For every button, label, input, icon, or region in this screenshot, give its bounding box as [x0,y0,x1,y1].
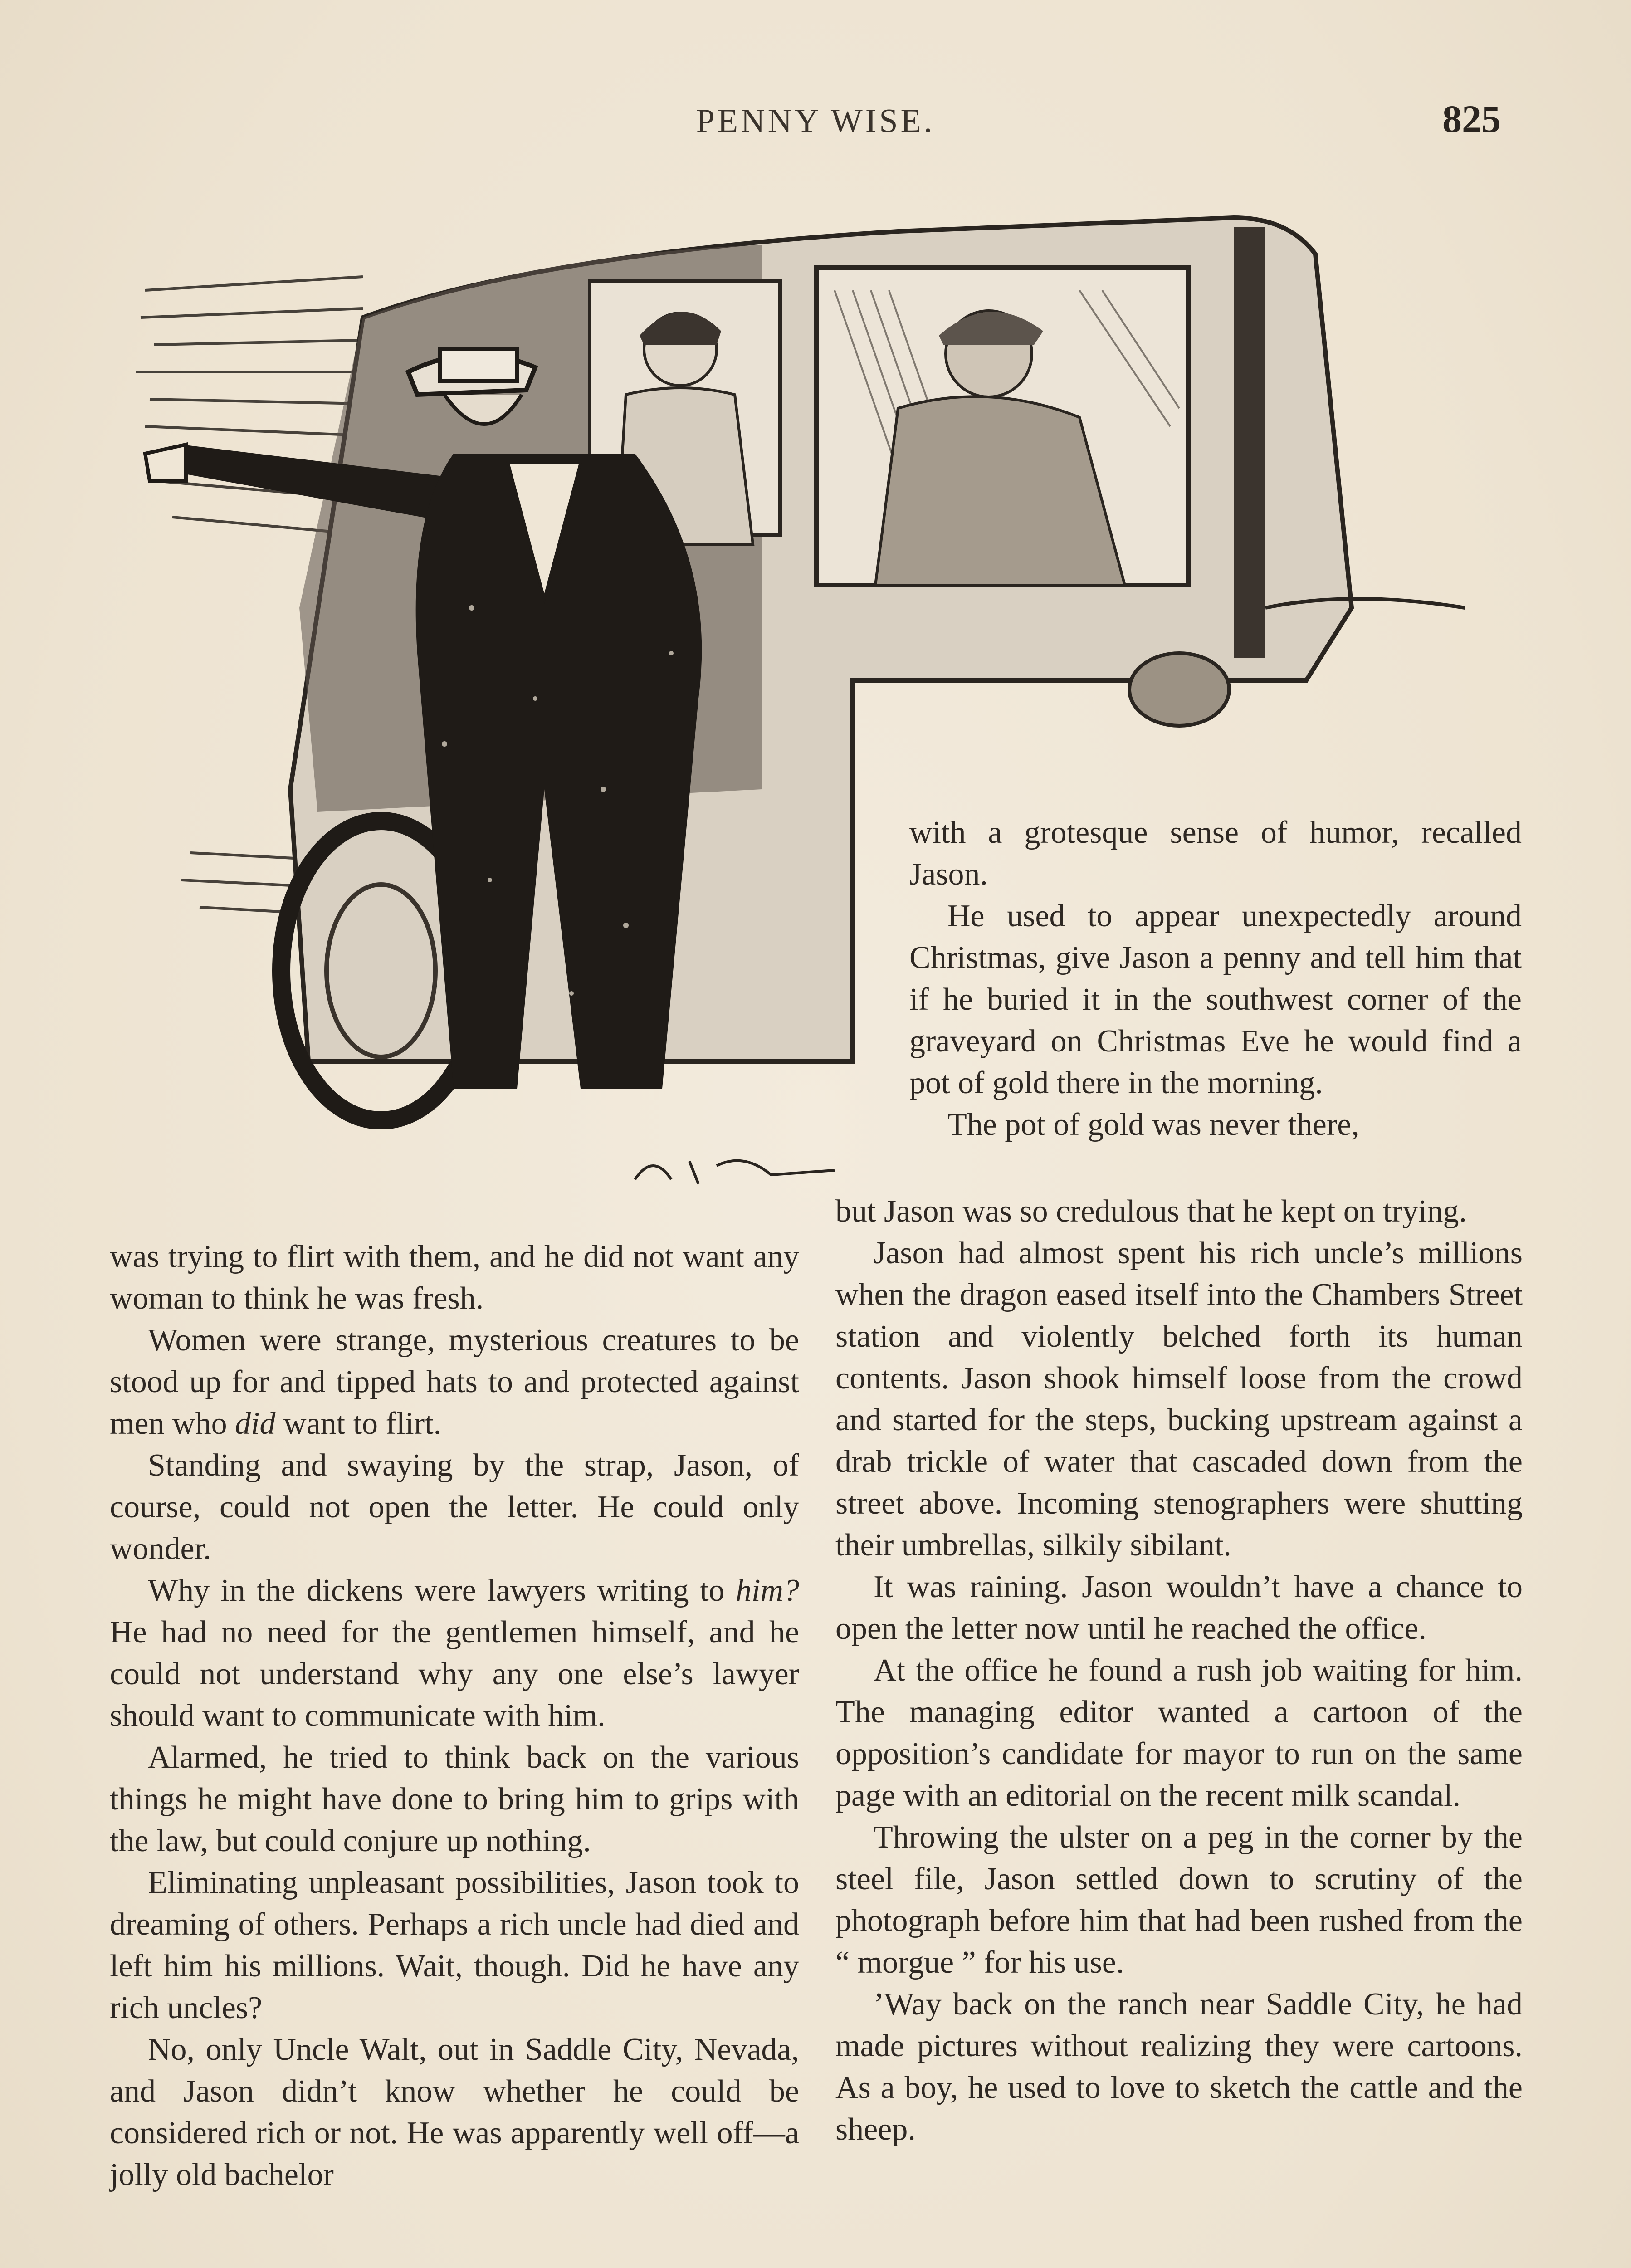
text-column-right-top [909,812,1522,1146]
running-head: PENNY WISE. [696,103,935,140]
page-number: 825 [1442,97,1501,141]
paragraph: ’Way back on the ranch near Saddle City, he had made pictures without realizing they were cartoons. As a boy, he used to love to sketch the cattle and the sheep. [835,1987,1523,2147]
paragraph: Jason had almost spent his rich uncle’s millions when the dragon eased itself into the Chambers Street station and violently belched forth its human contents. Jason shook himself loose from the crowd and started for the steps, bucking upstream against a drab trickle of water that cascaded down from the street above. Incoming stenographers were shutting their umbrellas, silkily sibilant. [835,1236,1523,1563]
paragraph: At the office he found a rush job waiting for him. The managing editor wanted a cartoon of the opposition’s candidate for mayor to run on the same page with an editorial on the recent milk scandal. [835,1653,1523,1813]
paragraph: No, only Uncle Walt, out in Saddle City, Nevada, and Jason didn’t know whether he could be considered rich or not. He was apparently well off—a jolly old bachelor [110,2032,799,2192]
text-column-right [835,1191,1523,2151]
emphasis-text: did [235,1406,276,1441]
paragraph: Standing and swaying by the strap, Jason, of course, could not open the letter. He could only wonder. [110,1448,799,1566]
paragraph: The pot of gold was never there, [947,1107,1359,1142]
text-run: He had no need for the gentlemen himself, and he could not understand why any one else’s lawyer should want to communicate with him. [110,1615,799,1733]
paragraph: Eliminating unpleasant possibilities, Jason took to dreaming of others. Perhaps a rich uncle had died and left him his millions. Wait, though. Did he have any rich uncles? [110,1865,799,2025]
text-run: Why in the dickens were lawyers writing to [148,1573,736,1608]
paragraph: Alarmed, he tried to think back on the various things he might have done to bring him to grips with the law, but could conjure up nothing. [110,1740,799,1858]
paragraph: Throwing the ulster on a peg in the corner by the steel file, Jason settled down to scrutiny of the photograph before him that had been rushed from the “ morgue ” for his use. [835,1820,1523,1980]
text-run: Women were strange, mysterious creatures to be stood up for and tipped hats to and protected against men who [110,1323,799,1441]
paragraph [110,1570,799,1737]
paragraph: He used to appear unexpectedly around Christmas, give Jason a penny and tell him that if he buried it in the southwest corner of the graveyard on Christmas Eve he would find a pot of gold there in the morning. [909,899,1522,1100]
paragraph: with a grotesque sense of humor, recalled Jason. [909,815,1522,892]
paragraph: but Jason was so credulous that he kept on trying. [835,1194,1467,1229]
text-run: want to flirt. [275,1406,442,1441]
paragraph: It was raining. Jason wouldn’t have a chance to open the letter now until he reached the office. [835,1569,1523,1646]
paragraph: was trying to flirt with them, and he did not want any woman to think he was fresh. [110,1239,799,1316]
paragraph [110,1320,799,1445]
emphasis-text: him? [736,1573,799,1608]
text-column-left [110,1236,799,2196]
